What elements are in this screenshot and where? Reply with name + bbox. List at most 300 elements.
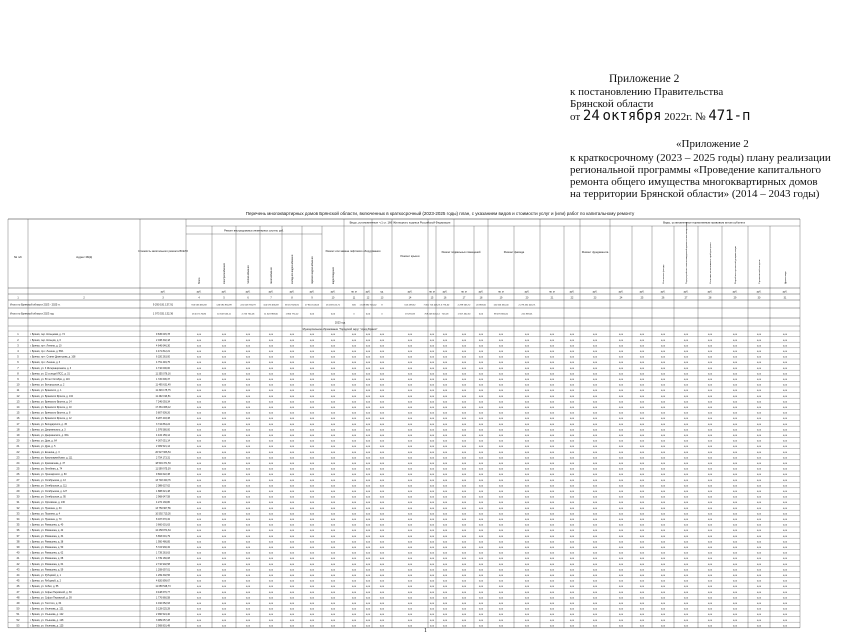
- row-cell: 0,00: [639, 608, 645, 611]
- row-cell: 0,00: [524, 569, 530, 572]
- row-cell: 0,00: [365, 608, 371, 611]
- row-cell: 0,00: [245, 429, 251, 432]
- total-2023-2025-part: 7 061 716 406,71: [423, 304, 441, 307]
- row-cell: 0,00: [592, 496, 598, 499]
- row-cell: 0,00: [478, 479, 484, 482]
- row-cell: 0,00: [549, 367, 555, 370]
- row-cell: 0,00: [569, 412, 575, 415]
- row-cell: 0,00: [732, 586, 738, 589]
- row-cell: 0,00: [498, 345, 504, 348]
- row-cell: 0,00: [221, 580, 227, 583]
- row-cell: 0,00: [592, 345, 598, 348]
- row-cell: 0,00: [660, 390, 666, 393]
- row-cell: 0,00: [365, 479, 371, 482]
- row-cell: 0,00: [196, 457, 202, 460]
- row-cell: 0,00: [524, 591, 530, 594]
- appendix-title: Приложение 2: [609, 73, 680, 85]
- row-cell: 0,00: [442, 496, 448, 499]
- row-cell: 0,00: [330, 547, 336, 549]
- row-cell: 0,00: [379, 373, 385, 376]
- row-cell: 0,00: [330, 345, 336, 348]
- row-address: г. Брянск, ул. Пушкина, д. 4: [30, 512, 61, 516]
- row-cell: 0,00: [407, 362, 413, 365]
- row-cell: 0,00: [618, 524, 624, 527]
- row-cell: 0,00: [549, 435, 555, 437]
- row-cell: 0,00: [592, 451, 598, 454]
- row-cell: 0,00: [782, 524, 788, 527]
- row-cell: 0,00: [639, 334, 645, 337]
- row-number: 4: [17, 350, 19, 353]
- column-number: 20: [525, 296, 529, 300]
- row-cell: 0,00: [245, 440, 251, 443]
- date-year: 2022: [664, 111, 687, 123]
- row-cell: 0,00: [524, 479, 530, 482]
- row-cell: 0,00: [756, 435, 762, 437]
- column-number: 29: [733, 296, 737, 300]
- row-cell: 0,00: [379, 502, 385, 505]
- row-cell: 0,00: [498, 440, 504, 443]
- row-cell: 0,00: [707, 418, 713, 421]
- row-cell: 0,00: [429, 485, 435, 488]
- row-cell: 0,00: [498, 474, 504, 477]
- row-cell: 0,00: [683, 530, 689, 533]
- column-number: 28: [708, 296, 712, 300]
- row-cell: 0,00: [707, 502, 713, 505]
- row-cell: 0,00: [639, 513, 645, 516]
- row-cell: 0,00: [569, 373, 575, 376]
- row-cell: 0,00: [618, 457, 624, 460]
- row-cell: 0,00: [782, 580, 788, 583]
- row-number: 12: [16, 394, 20, 398]
- row-cell: 0,00: [524, 334, 530, 337]
- row-cell: 0,00: [461, 519, 467, 521]
- row-cell: 0,00: [732, 479, 738, 482]
- row-cell: 0,00: [309, 591, 315, 594]
- row-number: 3: [17, 344, 19, 348]
- row-cell: 0,00: [461, 552, 467, 555]
- row-cell: 0,00: [707, 351, 713, 353]
- row-number: 40: [16, 551, 20, 555]
- row-cell: 0,00: [351, 502, 357, 505]
- row-cell: 0,00: [442, 485, 448, 488]
- row-cell: 0,00: [309, 524, 315, 527]
- row-address: г. Брянск, ул. Ромашина, д. 64: [30, 562, 64, 566]
- row-cell: 0,00: [429, 468, 435, 471]
- row-cell: 0,00: [707, 474, 713, 477]
- row-cell: 0,00: [351, 496, 357, 499]
- row-cell: 0,00: [196, 563, 202, 566]
- row-cell: 0,00: [351, 451, 357, 454]
- row-cell: 0,00: [756, 418, 762, 421]
- row-cell: 0,00: [309, 356, 315, 359]
- row-cell: 0,00: [660, 603, 666, 605]
- total-2023-part: 2 745 754,06: [241, 313, 255, 316]
- total-2023-2025-part: 2 299 565,72: [457, 304, 471, 307]
- row-cell: 0,00: [351, 569, 357, 572]
- row-total: 2 754 173,31: [156, 456, 170, 460]
- row-address: г. Брянск, ул. Ромашина, д. 42: [30, 529, 64, 533]
- row-cell: 0,00: [639, 435, 645, 437]
- row-cell: 0,00: [379, 390, 385, 393]
- row-cell: 0,00: [365, 597, 371, 600]
- row-cell: 0,00: [221, 384, 227, 387]
- row-cell: 0,00: [524, 401, 530, 404]
- row-cell: 0,00: [309, 468, 315, 471]
- column-number: 17: [462, 296, 466, 300]
- row-cell: 0,00: [221, 502, 227, 505]
- row-cell: 0,00: [221, 435, 227, 437]
- total-2023-value: 1 973 531 132,36: [152, 312, 174, 316]
- row-cell: 0,00: [245, 474, 251, 477]
- row-cell: 0,00: [429, 541, 435, 544]
- row-number: 48: [16, 596, 20, 600]
- row-cell: 0,00: [379, 474, 385, 477]
- row-cell: 0,00: [782, 435, 788, 437]
- row-cell: 0,00: [524, 552, 530, 555]
- row-cell: 0,00: [461, 586, 467, 589]
- row-cell: 0,00: [407, 474, 413, 477]
- row-cell: 0,00: [756, 401, 762, 404]
- header-util-6: водоотведения: [332, 267, 335, 284]
- row-cell: 0,00: [330, 351, 336, 353]
- row-cell: 0,00: [461, 429, 467, 432]
- row-cell: 0,00: [660, 474, 666, 477]
- row-cell: 0,00: [478, 614, 484, 617]
- row-cell: 0,00: [461, 507, 467, 510]
- row-cell: 0,00: [498, 541, 504, 544]
- row-cell: 0,00: [732, 351, 738, 353]
- row-cell: 0,00: [365, 468, 371, 471]
- row-cell: 0,00: [660, 468, 666, 471]
- row-cell: 0,00: [407, 524, 413, 527]
- row-cell: 0,00: [707, 530, 713, 533]
- row-cell: 0,00: [478, 608, 484, 611]
- row-cell: 0,00: [498, 491, 504, 493]
- row-cell: 0,00: [524, 339, 530, 342]
- row-cell: 0,00: [461, 485, 467, 488]
- row-address: г. Брянск, ул. Брянского Фронта, д. 14: [30, 400, 72, 404]
- row-cell: 0,00: [365, 530, 371, 533]
- row-cell: 0,00: [461, 502, 467, 505]
- row-cell: 0,00: [429, 446, 435, 449]
- row-cell: 0,00: [683, 451, 689, 454]
- unit-cell: руб.: [478, 290, 484, 294]
- row-cell: 0,00: [461, 457, 467, 460]
- row-cell: 0,00: [569, 440, 575, 443]
- row-cell: 0,00: [707, 334, 713, 337]
- row-cell: 0,00: [478, 457, 484, 460]
- header-util-2: теплоснабжения: [247, 265, 250, 284]
- row-cell: 0,00: [442, 423, 448, 426]
- row-cell: 0,00: [618, 597, 624, 600]
- row-cell: 0,00: [756, 547, 762, 549]
- row-total: 20 527 666,54: [155, 450, 171, 454]
- row-cell: 0,00: [221, 491, 227, 493]
- row-cell: 0,00: [569, 502, 575, 505]
- row-cell: 0,00: [549, 552, 555, 555]
- row-cell: 0,00: [732, 591, 738, 594]
- row-cell: 0,00: [330, 412, 336, 415]
- row-cell: 0,00: [268, 614, 274, 617]
- row-cell: 0,00: [549, 423, 555, 426]
- row-cell: 0,00: [309, 379, 315, 381]
- row-cell: 0,00: [683, 407, 689, 409]
- row-cell: 0,00: [569, 625, 575, 628]
- row-cell: 0,00: [569, 619, 575, 622]
- row-cell: 0,00: [782, 451, 788, 454]
- row-cell: 0,00: [549, 547, 555, 549]
- row-cell: 0,00: [660, 575, 666, 577]
- row-cell: 0,00: [196, 429, 202, 432]
- row-cell: 0,00: [245, 603, 251, 605]
- row-cell: 0,00: [330, 485, 336, 488]
- row-cell: 0,00: [351, 334, 357, 337]
- row-address: г. Брянск, ул. Ульянова, д. 121: [30, 607, 64, 611]
- row-cell: 0,00: [549, 569, 555, 572]
- row-cell: 0,00: [365, 485, 371, 488]
- row-cell: 0,00: [461, 535, 467, 538]
- row-cell: 0,00: [442, 603, 448, 605]
- row-cell: 0,00: [756, 479, 762, 482]
- row-cell: 0,00: [549, 502, 555, 505]
- row-cell: 0,00: [498, 401, 504, 404]
- row-cell: 0,00: [268, 535, 274, 538]
- row-cell: 0,00: [365, 384, 371, 387]
- row-cell: 0,00: [639, 558, 645, 561]
- row-cell: 0,00: [407, 468, 413, 471]
- row-cell: 0,00: [379, 614, 385, 617]
- row-cell: 0,00: [221, 552, 227, 555]
- row-cell: 0,00: [351, 395, 357, 398]
- row-cell: 0,00: [592, 608, 598, 611]
- row-cell: 0,00: [379, 519, 385, 521]
- row-cell: 0,00: [461, 401, 467, 404]
- row-cell: 0,00: [660, 384, 666, 387]
- row-cell: 0,00: [524, 608, 530, 611]
- row-cell: 0,00: [365, 552, 371, 555]
- row-cell: 0,00: [309, 407, 315, 409]
- row-cell: 0,00: [756, 502, 762, 505]
- row-cell: 0,00: [429, 547, 435, 549]
- row-cell: 0,00: [524, 524, 530, 527]
- row-cell: 0,00: [782, 463, 788, 465]
- row-cell: 0,00: [618, 507, 624, 510]
- unit-cell: кв. м: [549, 290, 555, 294]
- row-cell: 0,00: [569, 474, 575, 477]
- row-cell: 0,00: [498, 558, 504, 561]
- row-cell: 0,00: [461, 390, 467, 393]
- row-cell: 0,00: [756, 474, 762, 477]
- row-cell: 0,00: [365, 395, 371, 398]
- row-cell: 0,00: [407, 619, 413, 622]
- row-cell: 0,00: [379, 591, 385, 594]
- row-cell: 0,00: [707, 563, 713, 566]
- row-cell: 0,00: [707, 395, 713, 398]
- row-number: 25: [16, 467, 20, 471]
- row-cell: 0,00: [707, 614, 713, 617]
- row-cell: 0,00: [196, 524, 202, 527]
- row-cell: 0,00: [683, 608, 689, 611]
- row-cell: 0,00: [365, 496, 371, 499]
- row-cell: 0,00: [683, 603, 689, 605]
- header-group-main: Виды, установленные ч.1 ст. 166 Жилищного кодекса Российской Федерации: [349, 220, 451, 225]
- row-cell: 0,00: [549, 608, 555, 611]
- row-cell: 0,00: [732, 474, 738, 477]
- row-cell: 0,00: [732, 502, 738, 505]
- row-cell: 0,00: [549, 535, 555, 538]
- column-number: 21: [550, 296, 554, 300]
- row-cell: 0,00: [309, 586, 315, 589]
- row-cell: 0,00: [707, 463, 713, 465]
- row-cell: 0,00: [461, 558, 467, 561]
- row-cell: 0,00: [707, 446, 713, 449]
- row-cell: 0,00: [351, 418, 357, 421]
- row-cell: 0,00: [330, 530, 336, 533]
- row-cell: 0,00: [245, 502, 251, 505]
- total-2023-part: 98 070 800,00: [494, 313, 508, 316]
- row-cell: 0,00: [289, 603, 295, 605]
- row-cell: 0,00: [660, 446, 666, 449]
- row-cell: 0,00: [330, 463, 336, 465]
- row-cell: 0,00: [379, 530, 385, 533]
- row-cell: 0,00: [351, 429, 357, 432]
- row-total: 1 739 263,63: [156, 551, 170, 555]
- row-total: 5 128 025,28: [156, 607, 170, 611]
- row-cell: 0,00: [618, 435, 624, 437]
- row-cell: 0,00: [245, 373, 251, 376]
- total-2023-2025-part: 2 279 432 400,71: [518, 304, 536, 307]
- row-total: 1 979 580,00: [156, 428, 170, 432]
- row-cell: 0,00: [351, 597, 357, 600]
- row-cell: 0,00: [330, 429, 336, 432]
- row-cell: 0,00: [549, 496, 555, 499]
- row-cell: 0,00: [569, 563, 575, 566]
- row-cell: 0,00: [549, 451, 555, 454]
- total-2023-part: 11 623 983,60: [264, 313, 278, 316]
- row-cell: 0,00: [569, 580, 575, 583]
- row-cell: 0,00: [524, 435, 530, 437]
- row-cell: 0,00: [782, 552, 788, 555]
- row-cell: 0,00: [245, 586, 251, 589]
- row-cell: 0,00: [461, 625, 467, 628]
- row-cell: 0,00: [442, 463, 448, 465]
- row-cell: 0,00: [732, 451, 738, 454]
- row-total: 8 287 403,38: [156, 417, 170, 421]
- row-cell: 0,00: [461, 440, 467, 443]
- row-cell: 0,00: [639, 535, 645, 538]
- row-cell: 0,00: [549, 373, 555, 376]
- row-cell: 0,00: [245, 541, 251, 544]
- row-cell: 0,00: [569, 524, 575, 527]
- row-cell: 0,00: [498, 373, 504, 376]
- column-number: 10: [331, 296, 335, 300]
- row-cell: 0,00: [660, 367, 666, 370]
- total-2023-2025-part: 146 594 950,99: [216, 304, 232, 307]
- column-number: 9: [311, 296, 313, 300]
- row-cell: 0,00: [407, 390, 413, 393]
- row-cell: 0,00: [221, 547, 227, 549]
- row-cell: 0,00: [245, 395, 251, 398]
- row-cell: 0,00: [309, 339, 315, 342]
- row-cell: 0,00: [524, 440, 530, 443]
- row-cell: 0,00: [478, 491, 484, 493]
- row-cell: 0,00: [592, 407, 598, 409]
- row-cell: 0,00: [351, 530, 357, 533]
- row-cell: 0,00: [289, 440, 295, 443]
- row-cell: 0,00: [221, 446, 227, 449]
- row-address: г. Брянск, ул. Дуки, д. 5: [30, 445, 56, 449]
- row-cell: 0,00: [365, 619, 371, 622]
- row-cell: 0,00: [549, 524, 555, 527]
- municipality-label: Муниципальное образование "Городской округ "город Брянск": [302, 327, 378, 331]
- row-cell: 0,00: [309, 507, 315, 510]
- row-cell: 0,00: [639, 401, 645, 404]
- row-cell: 0,00: [442, 502, 448, 505]
- row-cell: 0,00: [407, 597, 413, 600]
- row-cell: 0,00: [330, 625, 336, 628]
- row-cell: 0,00: [683, 580, 689, 583]
- row-cell: 0,00: [683, 334, 689, 337]
- row-cell: 0,00: [639, 563, 645, 566]
- row-cell: 0,00: [429, 373, 435, 376]
- unit-cell: кв. м: [351, 290, 357, 294]
- row-number: 44: [16, 574, 20, 577]
- row-cell: 0,00: [756, 541, 762, 544]
- row-cell: 0,00: [639, 502, 645, 505]
- row-cell: 0,00: [732, 580, 738, 583]
- header-util-5: горячего водоснабжения: [311, 256, 314, 284]
- row-cell: 0,00: [365, 575, 371, 577]
- row-cell: 0,00: [732, 379, 738, 381]
- row-cell: 0,00: [309, 429, 315, 432]
- row-number: 9: [17, 378, 19, 381]
- row-cell: 0,00: [569, 519, 575, 521]
- row-cell: 0,00: [707, 457, 713, 460]
- row-cell: 0,00: [351, 412, 357, 415]
- row-address: г. Брянск, ул. Есенина, д. 3: [30, 450, 60, 454]
- row-cell: 0,00: [683, 552, 689, 555]
- row-cell: 0,00: [365, 367, 371, 370]
- row-cell: 0,00: [639, 575, 645, 577]
- row-total: 2 710 902,58: [156, 562, 170, 566]
- row-cell: 0,00: [379, 496, 385, 499]
- row-cell: 0,00: [618, 547, 624, 549]
- row-cell: 0,00: [379, 457, 385, 460]
- row-cell: 0,00: [245, 513, 251, 516]
- total-2023-part: 0,00: [330, 313, 336, 316]
- row-cell: 0,00: [365, 356, 371, 359]
- row-cell: 0,00: [289, 468, 295, 471]
- row-cell: 0,00: [196, 569, 202, 572]
- row-cell: 0,00: [268, 530, 274, 533]
- annex-line-2: региональной программы «Проведение капитального: [570, 164, 821, 176]
- row-cell: 0,00: [683, 524, 689, 527]
- row-cell: 0,00: [221, 558, 227, 561]
- row-cell: 0,00: [592, 558, 598, 561]
- row-cell: 0,00: [330, 362, 336, 365]
- total-2023-part: 0,00: [309, 313, 315, 316]
- row-total: 1 208 697,01: [156, 568, 170, 572]
- row-cell: 0,00: [442, 435, 448, 437]
- row-number: 30: [16, 495, 20, 499]
- row-cell: 0,00: [196, 502, 202, 505]
- row-number: 37: [16, 534, 20, 538]
- row-total: 6 893 001,79: [156, 534, 170, 538]
- row-number: 7: [17, 366, 19, 370]
- row-cell: 0,00: [660, 563, 666, 566]
- row-cell: 0,00: [221, 485, 227, 488]
- row-cell: 0,00: [245, 446, 251, 449]
